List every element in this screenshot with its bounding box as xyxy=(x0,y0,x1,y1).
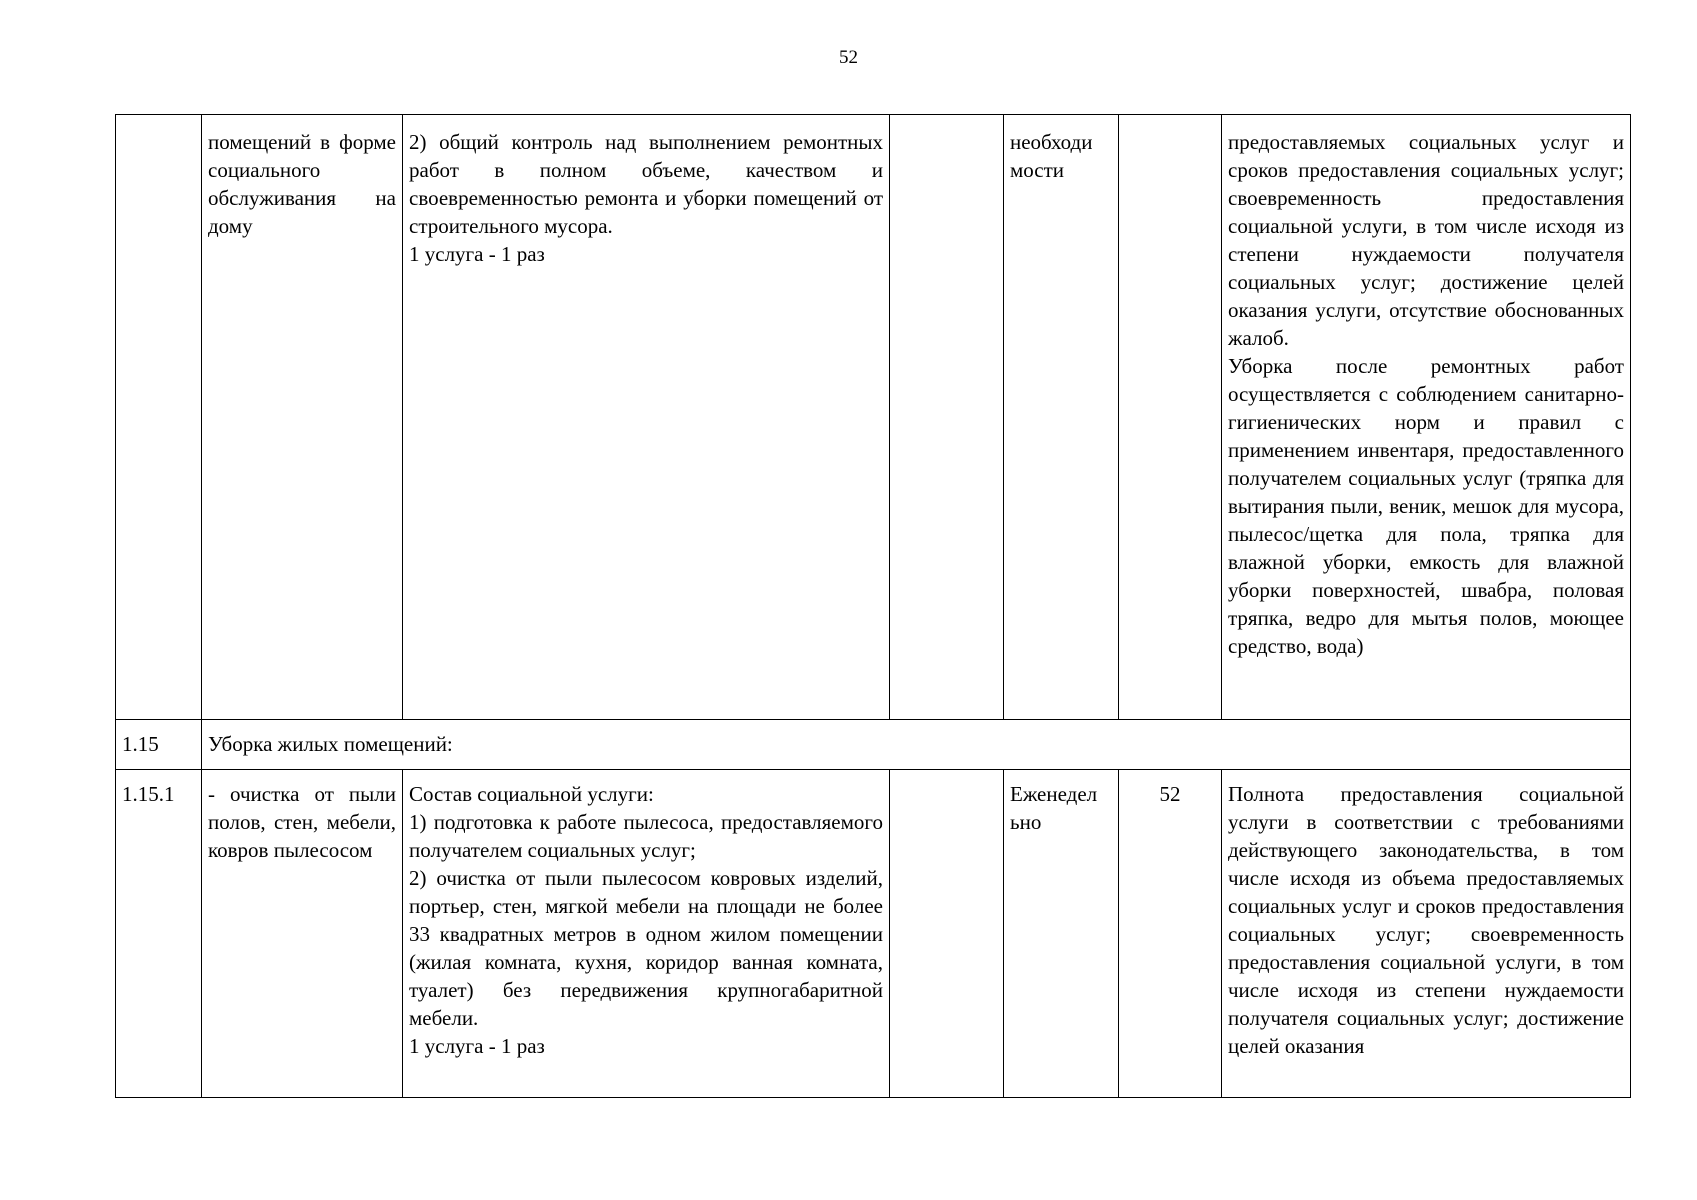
section-row xyxy=(116,720,1631,770)
services-table xyxy=(115,114,1631,1098)
table-row xyxy=(116,770,1631,1098)
norm-cell xyxy=(890,115,1004,720)
count-cell: 52 xyxy=(1119,770,1222,1098)
service-name-cell: - очистка от пыли полов, стен, мебели, ковров пылесосом xyxy=(202,770,403,1098)
row-number-cell: 1.15.1 xyxy=(116,770,202,1098)
quality-criteria-cell: предоставляемых социальных услуг и сроков предоставления социальных услуг; своевременность предоставления социальной услуги, в том числе исходя из степени нуждаемости получателя социальных услуг; достижение целей оказания услуги, отсутствие обоснованных жалоб. Уборка после ремонтных работ осуществляется с соблюдением санитарно-гигиенических норм и правил с применением инвентаря, предоставленного получателем социальных услуг (тряпка для вытирания пыли, веник, мешок для мусора, пылесос/щетка для пола, тряпка для влажной уборки, емкость для влажной уборки поверхностей, швабра, половая тряпка, ведро для мытья полов, моющее средство, вода) xyxy=(1222,115,1631,720)
frequency-cell: необходи мости xyxy=(1004,115,1119,720)
table-row xyxy=(116,115,1631,720)
frequency-cell: Еженедел ьно xyxy=(1004,770,1119,1098)
section-title-cell: Уборка жилых помещений: xyxy=(202,720,1631,770)
row-number-cell xyxy=(116,115,202,720)
service-description-cell: 2) общий контроль над выполнением ремонтных работ в полном объеме, качеством и своевременностью ремонта и уборки помещений от строительного мусора. 1 услуга - 1 раз xyxy=(403,115,890,720)
page-number: 52 xyxy=(839,47,858,68)
norm-cell xyxy=(890,770,1004,1098)
service-description-cell: Состав социальной услуги: 1) подготовка к работе пылесоса, предоставляемого получателем социальных услуг; 2) очистка от пыли пылесосом ковровых изделий, портьер, стен, мягкой мебели на площади не более 33 квадратных метров в одном жилом помещении (жилая комната, кухня, коридор ванная комната, туалет) без передвижения крупногабаритной мебели. 1 услуга - 1 раз xyxy=(403,770,890,1098)
quality-criteria-cell: Полнота предоставления социальной услуги в соответствии с требованиями действующего законодательства, в том числе исходя из объема предоставляемых социальных услуг и сроков предоставления социальных услуг; своевременность предоставления социальной услуги, в том числе исходя из степени нуждаемости получателя социальных услуг; достижение целей оказания xyxy=(1222,770,1631,1098)
service-name-cell: помещений в форме социального обслуживания на дому xyxy=(202,115,403,720)
section-number-cell: 1.15 xyxy=(116,720,202,770)
count-cell xyxy=(1119,115,1222,720)
